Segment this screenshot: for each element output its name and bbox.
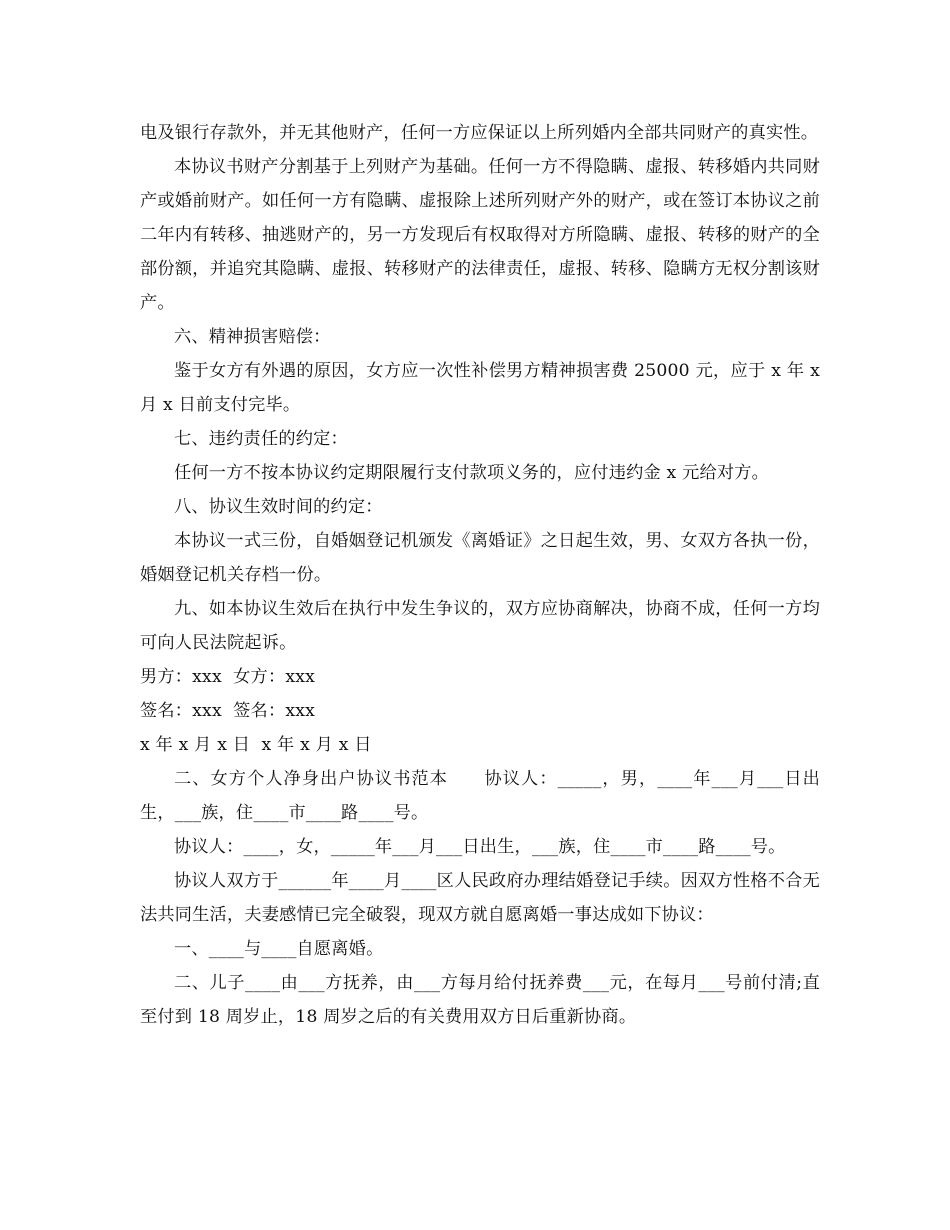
paragraph: 鉴于女方有外遇的原因，女方应一次性补偿男方精神损害费 25000 元，应于 x 年 x 月 x 日前支付完毕。 xyxy=(140,361,826,415)
signature-date: x 年 x 月 x 日 x 年 x 月 x 日 xyxy=(140,735,372,755)
clause: 一、____与____自愿离婚。 xyxy=(174,939,384,959)
signature-parties: 男方：xxx 女方：xxx xyxy=(140,667,316,687)
clause: 二、儿子____由___方抚养，由___方每月给付抚养费___元，在每月___号前付清;直至付到 18 周岁止，18 周岁之后的有关费用双方日后重新协商。 xyxy=(140,973,820,1027)
paragraph: 九、如本协议生效后在执行中发生争议的，双方应协商解决，协商不成，任何一方均可向人民法院起诉。 xyxy=(140,599,820,653)
section-heading: 七、违约责任的约定： xyxy=(174,429,348,449)
document-body xyxy=(140,116,826,1034)
paragraph: 本协议书财产分割基于上列财产为基础。任何一方不得隐瞒、虚报、转移婚内共同财产或婚前财产。如任何一方有隐瞒、虚报除上述所列财产外的财产，或在签订本协议之前二年内有转移、抽逃财产的，另一方发现后有权取得对方所隐瞒、虚报、转移的财产的全部份额，并追究其隐瞒、虚报、转移财产的法律责任，虚报、转移、隐瞒方无权分割该财产。 xyxy=(140,157,820,313)
paragraph: 任何一方不按本协议约定期限履行支付款项义务的，应付违约金 x 元给对方。 xyxy=(174,463,770,483)
signature-sign: 签名：xxx 签名：xxx xyxy=(140,701,316,721)
section-heading: 六、精神损害赔偿： xyxy=(174,327,331,347)
section-heading: 八、协议生效时间的约定： xyxy=(174,497,383,517)
paragraph: 电及银行存款外，并无其他财产，任何一方应保证以上所列婚内全部共同财产的真实性。 xyxy=(140,123,819,143)
paragraph: 协议人双方于______年____月____区人民政府办理结婚登记手续。因双方性格不合无法共同生活，夫妻感情已完全破裂，现双方就自愿离婚一事达成如下协议： xyxy=(140,871,820,925)
section-title: 二、女方个人净身出户协议书范本 协议人：_____，男，____年___月___日出生，___族，住____市____路____号。 xyxy=(140,769,820,823)
paragraph: 协议人：____，女，_____年___月___日出生，___族，住____市____路____号。 xyxy=(174,837,786,857)
paragraph: 本协议一式三份，自婚姻登记机颁发《离婚证》之日起生效，男、女双方各执一份，婚姻登记机关存档一份。 xyxy=(140,531,820,585)
